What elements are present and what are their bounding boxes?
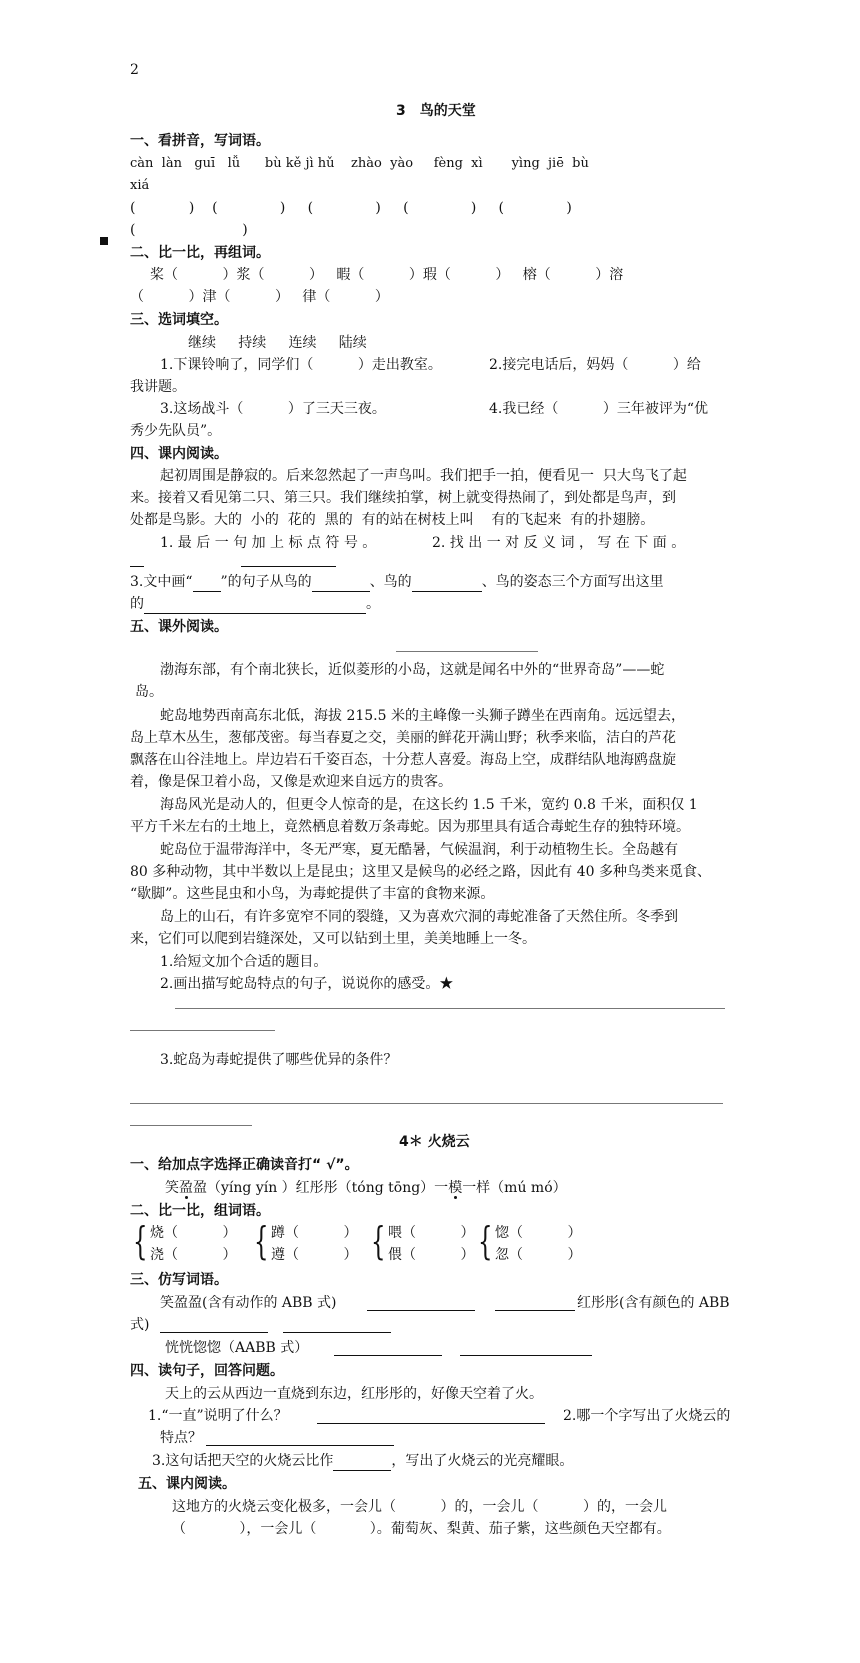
- l4-section-3-heading: 三、仿写词语。: [130, 1272, 228, 1288]
- l3-fill-q1: 1.下课铃响了，同学们（ ）走出教室。: [160, 357, 442, 373]
- l4-question-2-cont: 特点？: [160, 1430, 202, 1446]
- q3-text-d: 、鸟的姿态三个方面写出这里: [481, 574, 664, 590]
- l4-pronunciation-line: [165, 1178, 567, 1198]
- answer-line[interactable]: [130, 1125, 252, 1126]
- l4-imitate-line-1b: 红彤彤(含有颜色的 ABB: [577, 1295, 730, 1311]
- l4-section-5-heading: 五、课内阅读。: [138, 1476, 236, 1492]
- answer-line[interactable]: [334, 1355, 442, 1356]
- pron-text: 盈（yíng yín ）红彤彤（tóng tōng）一: [193, 1180, 449, 1196]
- l3-passage-p5a: 岛上的山石，有许多宽窄不同的裂缝，又为喜欢穴洞的毒蛇准备了天然住所。冬季到: [160, 909, 678, 925]
- char-plain: 笑: [165, 1180, 179, 1196]
- answer-blank[interactable]: [412, 575, 482, 592]
- l3-passage-p2d: 着，像是保卫着小岛，又像是欢迎来自远方的贵客。: [130, 774, 452, 790]
- answer-line[interactable]: [160, 1332, 268, 1333]
- l3-reading-q3-cont: [130, 594, 380, 614]
- left-brace: {: [371, 1219, 386, 1263]
- answer-line[interactable]: [367, 1310, 475, 1311]
- q3-text-f: 。: [366, 596, 380, 612]
- l3-passage-p5b: 来，它们可以爬到岩缝深处，又可以钻到土里，美美地睡上一冬。: [130, 931, 536, 947]
- q3-text-b: ”的句子从鸟的: [220, 574, 312, 590]
- l3-passage-q1: 1.给短文加个合适的题目。: [160, 954, 328, 970]
- l3-section-1-heading: 一、看拼音，写词语。: [130, 133, 270, 149]
- l3-answer-brackets-2: ( ): [130, 222, 248, 238]
- l4-reading-line-1: 这地方的火烧云变化极多，一会儿（ ）的，一会儿（ ）的，一会儿: [172, 1499, 668, 1515]
- l3-reading-q1: 1. 最 后 一 句 加 上 标 点 符 号 。: [160, 535, 377, 551]
- l3-reading-q3: [130, 572, 664, 592]
- l4-imitate-line-1a: 笑盈盈(含有动作的 ABB 式): [160, 1295, 337, 1311]
- l3-section-5-heading: 五、课外阅读。: [130, 619, 228, 635]
- compare-word: 烧（ ）: [150, 1225, 237, 1241]
- page-number: 2: [130, 62, 139, 78]
- answer-line[interactable]: [317, 1423, 545, 1424]
- dotted-char-ying: 盈: [179, 1180, 193, 1196]
- answer-blank[interactable]: [312, 575, 370, 592]
- l3-reading-q2: 2. 找 出 一 对 反 义 词 ， 写 在 下 面 。: [432, 535, 686, 551]
- answer-line[interactable]: [283, 1332, 391, 1333]
- l4-question-1: 1.“一直”说明了什么？: [148, 1408, 288, 1424]
- compare-word: 浇（ ）: [150, 1247, 237, 1263]
- l3-passage-p2c: 飘落在山谷洼地上。岸边岩石千姿百态，十分惹人喜爱。海岛上空，成群结队地海鸥盘旋: [130, 752, 676, 768]
- l4-imitate-line-2: 式): [130, 1317, 150, 1333]
- q3-text-a: 3.这句话把天空的火烧云比作: [152, 1453, 334, 1469]
- q3-text-b: ，写出了火烧云的光亮耀眼。: [391, 1453, 574, 1469]
- l3-section-2-heading: 二、比一比，再组词。: [130, 245, 270, 261]
- l3-passage-p1b: 岛。: [135, 684, 163, 700]
- l3-answer-brackets-1: ( ) ( ) ( ) ( ) ( ): [130, 200, 572, 216]
- l4-section-1-heading: 一、给加点字选择正确读音打“ √”。: [130, 1157, 359, 1173]
- l3-pinyin-line-1: càn làn guī lǚ bù kě jì hǔ zhào yào fèng xì yìng jiē bù: [130, 156, 589, 171]
- l3-compare-line-2: （ ）津（ ） 律（ ）: [130, 289, 389, 305]
- left-brace: {: [254, 1219, 269, 1263]
- answer-line[interactable]: [130, 1103, 723, 1104]
- compare-word: 偎（ ）: [388, 1247, 475, 1263]
- compare-word: 忽（ ）: [495, 1247, 582, 1263]
- l4-question-3: [152, 1451, 573, 1471]
- l3-passage-p4c: “歇脚”。这些昆虫和小鸟，为毒蛇提供了丰富的食物来源。: [130, 886, 495, 902]
- l3-fill-q4: 4.我已经（ ）三年被评为“优: [489, 401, 709, 417]
- answer-line[interactable]: [206, 1445, 394, 1446]
- l3-fill-q4-cont: 秀少先队员”。: [130, 423, 222, 439]
- dotted-char-mu: 模: [448, 1180, 463, 1196]
- l3-section-4-heading: 四、课内阅读。: [130, 446, 228, 462]
- answer-line[interactable]: [495, 1310, 575, 1311]
- lesson-3-title: 3 鸟的天堂: [396, 103, 476, 119]
- l3-passage-p2a: 蛇岛地势西南高东北低，海拔 215.5 米的主峰像一头狮子蹲坐在西南角。远远望去，: [160, 708, 685, 724]
- answer-line[interactable]: [175, 1008, 725, 1009]
- l4-sentence: 天上的云从西边一直烧到东边，红彤彤的，好像天空着了火。: [165, 1386, 543, 1402]
- compare-word: 遵（ ）: [271, 1247, 358, 1263]
- left-brace: {: [133, 1219, 148, 1263]
- lesson-4-title: 4＊ 火烧云: [399, 1134, 470, 1150]
- answer-line[interactable]: [241, 566, 336, 567]
- l3-passage-p1a: 渤海东部，有个南北狭长，近似菱形的小岛，这就是闻名中外的“世界奇岛”——蛇: [160, 662, 665, 678]
- l4-imitate-line-3: 恍恍惚惚（AABB 式）: [165, 1340, 309, 1356]
- q3-text-e: 的: [130, 596, 144, 612]
- title-answer-line[interactable]: [396, 651, 538, 652]
- compare-word: 蹲（ ）: [271, 1225, 358, 1241]
- l3-compare-line-1: 桨（ ）浆（ ） 暇（ ）瑕（ ） 榕（ ）溶: [150, 267, 624, 283]
- left-brace: {: [478, 1219, 493, 1263]
- l3-passage-q2: 2.画出描写蛇岛特点的句子，说说你的感受。★: [160, 976, 454, 992]
- q3-text-c: 、鸟的: [369, 574, 412, 590]
- margin-square-mark: [100, 237, 108, 245]
- answer-line[interactable]: [460, 1355, 592, 1356]
- compare-word: 喂（ ）: [388, 1225, 475, 1241]
- l3-pinyin-line-2: xiá: [130, 178, 150, 193]
- l3-passage-p2b: 岛上草木丛生，葱郁茂密。每当春夏之交，美丽的鲜花开满山野；秋季来临，洁白的芦花: [130, 730, 676, 746]
- pron-text-end: 一样（mú mó）: [462, 1180, 567, 1196]
- q3-text-a: 3.文中画“: [130, 574, 193, 590]
- answer-line[interactable]: [130, 566, 144, 567]
- l3-word-choices: 继续 持续 连续 陆续: [188, 335, 367, 351]
- l3-reading-line-2: 来。接着又看见第二只、第三只。我们继续拍掌，树上就变得热闹了，到处都是鸟声，到: [130, 490, 676, 506]
- l3-fill-q2-cont: 我讲题。: [130, 379, 186, 395]
- l4-question-2: 2.哪一个字写出了火烧云的: [563, 1408, 731, 1424]
- l3-passage-q3: 3.蛇岛为毒蛇提供了哪些优异的条件？: [160, 1052, 398, 1068]
- l3-reading-line-3: 处都是鸟影。大的 小的 花的 黑的 有的站在树枝上叫 有的飞起来 有的扑翅膀。: [130, 512, 655, 528]
- l3-passage-p4b: 80 多种动物，其中半数以上是昆虫；这里又是候鸟的必经之路，因此有 40 多种鸟类来觅食、: [130, 864, 711, 880]
- l3-passage-p4a: 蛇岛位于温带海洋中，冬无严寒，夏无酷暑，气候温润，利于动植物生长。全岛越有: [160, 842, 678, 858]
- compare-word: 惚（ ）: [495, 1225, 582, 1241]
- l4-reading-line-2: （ ），一会儿（ ）。葡萄灰、梨黄、茄子紫，这些颜色天空都有。: [172, 1521, 671, 1537]
- answer-blank[interactable]: [193, 575, 221, 592]
- l4-section-2-heading: 二、比一比，组词语。: [130, 1203, 270, 1219]
- l3-passage-p3b: 平方千米左右的土地上，竟然栖息着数万条毒蛇。因为那里具有适合毒蛇生存的独特环境。: [130, 819, 690, 835]
- l3-fill-q3: 3.这场战斗（ ）了三天三夜。: [160, 401, 386, 417]
- l3-fill-q2: 2.接完电话后，妈妈（ ）给: [489, 357, 701, 373]
- answer-line[interactable]: [130, 1030, 275, 1031]
- answer-blank[interactable]: [144, 597, 366, 614]
- l3-passage-p3a: 海岛风光是动人的，但更令人惊奇的是，在这长约 1.5 千米，宽约 0.8 千米，面积仅 1: [160, 797, 698, 813]
- answer-blank[interactable]: [333, 1454, 391, 1471]
- l3-reading-line-1: 起初周围是静寂的。后来忽然起了一声鸟叫。我们把手一拍，便看见一 只大鸟飞了起: [160, 468, 687, 484]
- l4-section-4-heading: 四、读句子，回答问题。: [130, 1363, 284, 1379]
- l3-section-3-heading: 三、选词填空。: [130, 312, 228, 328]
